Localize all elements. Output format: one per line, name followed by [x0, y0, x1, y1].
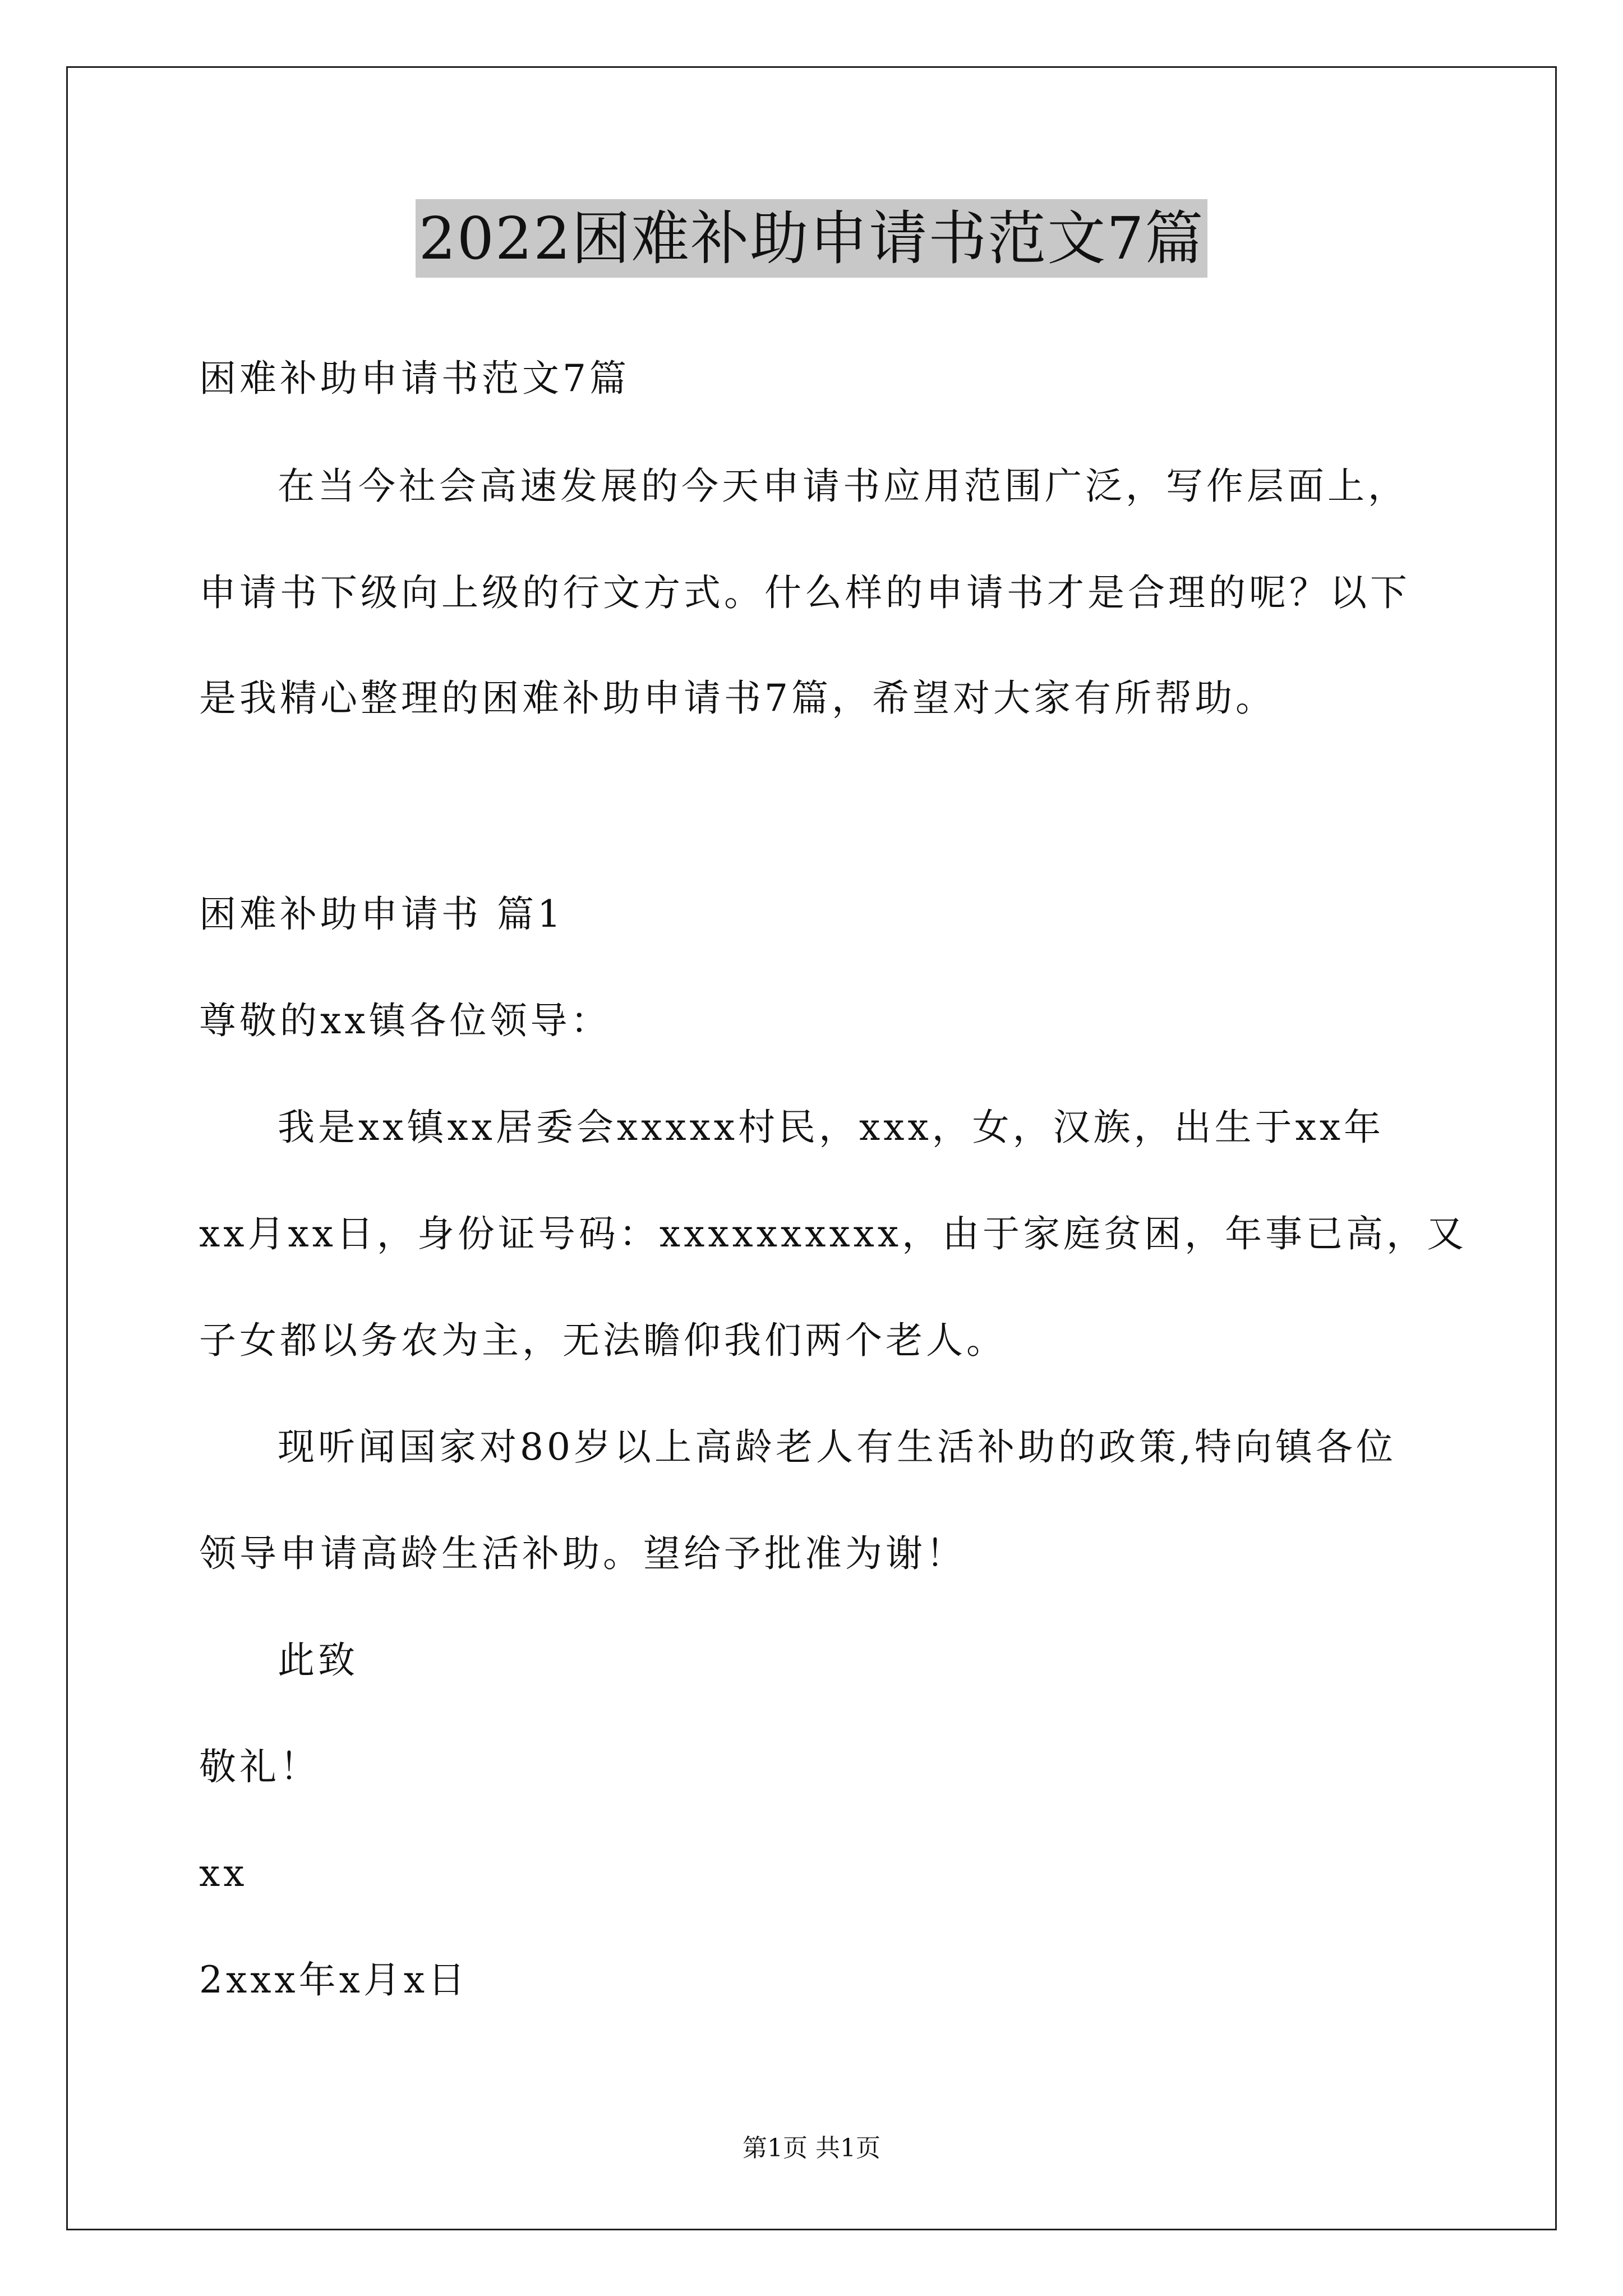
body1-line-1: 我是xx镇xx居委会xxxxx村民，xxx，女，汉族，出生于xx年: [278, 1106, 1385, 1149]
closing-line-1: 此致: [278, 1639, 358, 1682]
body2-line-2: 领导申请高龄生活补助。望给予批准为谢！: [199, 1532, 966, 1575]
page-footer: 第1页 共1页: [743, 2134, 880, 2162]
section-heading: 困难补助申请书 篇1: [199, 892, 564, 936]
document-title: 2022困难补助申请书范文7篇: [416, 199, 1208, 278]
title-container: [0, 199, 1623, 278]
signature: xx: [199, 1852, 248, 1895]
body2-line-1: 现听闻国家对80岁以上高龄老人有生活补助的政策,特向镇各位: [278, 1425, 1396, 1469]
date: 2xxx年x月x日: [199, 1958, 469, 2001]
document-subtitle: 困难补助申请书范文7篇: [199, 357, 630, 400]
body1-line-3: 子女都以务农为主，无法瞻仰我们两个老人。: [199, 1319, 1007, 1362]
intro-line-1: 在当今社会高速发展的今天申请书应用范围广泛，写作层面上，: [278, 464, 1408, 508]
intro-line-2: 申请书下级向上级的行文方式。什么样的申请书才是合理的呢？以下: [199, 571, 1410, 614]
intro-line-3: 是我精心整理的困难补助申请书7篇，希望对大家有所帮助。: [199, 677, 1276, 720]
closing-line-2: 敬礼！: [199, 1745, 320, 1788]
salutation: 尊敬的xx镇各位领导：: [199, 999, 611, 1042]
body1-line-2: xx月xx日，身份证号码：xxxxxxxxxx，由于家庭贫困，年事已高，又: [199, 1212, 1468, 1255]
